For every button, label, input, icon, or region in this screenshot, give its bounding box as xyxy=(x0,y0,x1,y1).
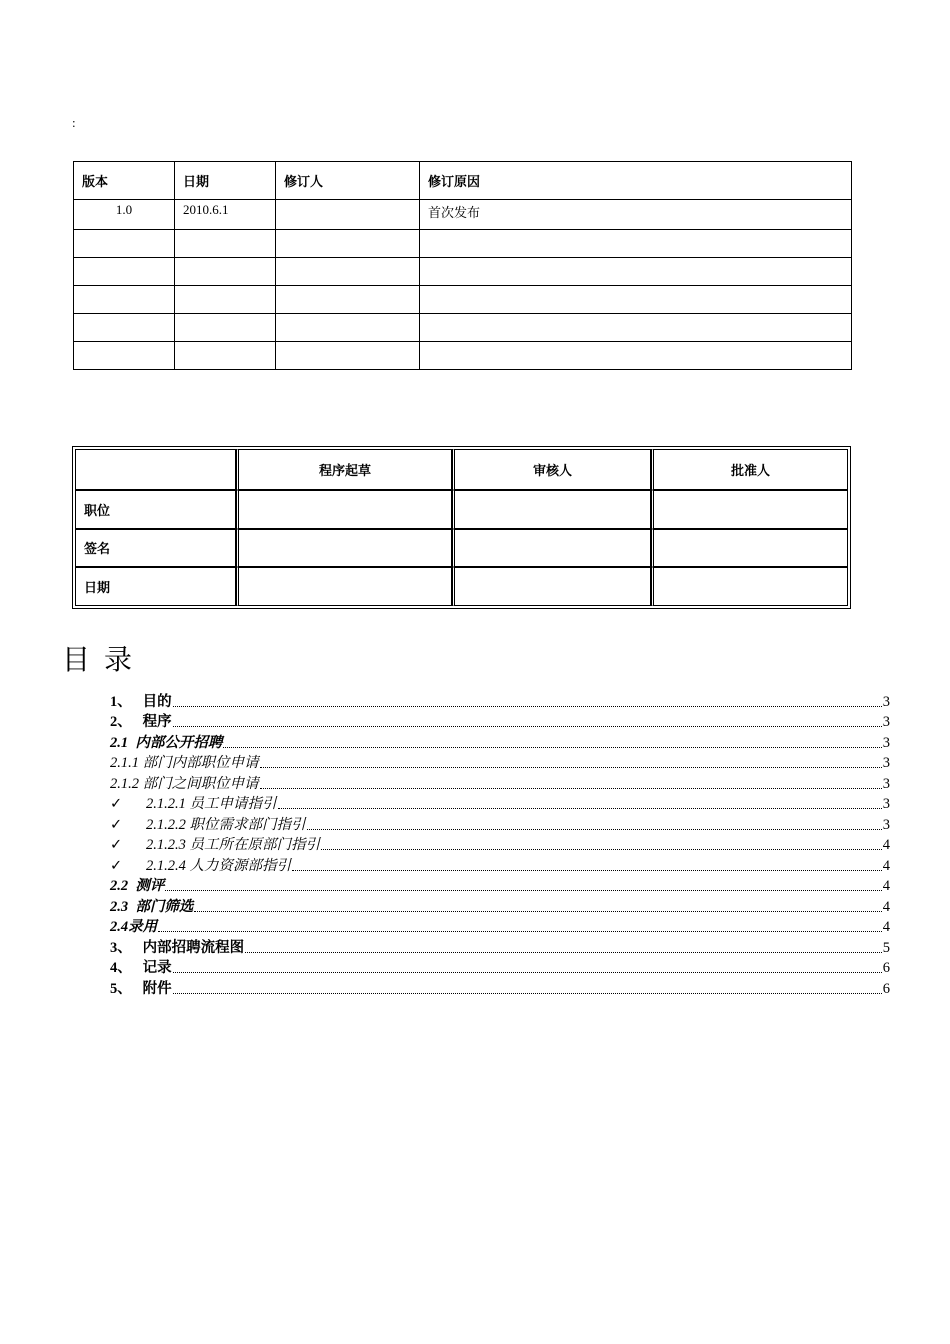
toc-leader-dots xyxy=(321,849,882,850)
approval-cell xyxy=(452,490,651,529)
toc-entry-label: 2、 程序 xyxy=(110,714,172,730)
revision-cell xyxy=(74,286,175,314)
toc-entry[interactable] xyxy=(110,752,890,773)
toc-entry-page: 3 xyxy=(882,734,890,751)
toc-leader-dots xyxy=(307,829,882,830)
approval-header-drafter: 程序起草 xyxy=(236,449,452,490)
revision-cell xyxy=(175,258,276,286)
revision-cell xyxy=(276,258,420,286)
toc-entry[interactable] xyxy=(110,916,890,937)
toc-entry-page: 6 xyxy=(882,960,890,976)
table-row xyxy=(75,529,848,568)
revision-header-version: 版本 xyxy=(74,162,175,200)
toc-leader-dots xyxy=(278,808,882,809)
toc-entry-label: 5、 附件 xyxy=(110,980,172,997)
toc-entry-page: 3 xyxy=(882,775,890,792)
toc-leader-dots xyxy=(165,890,881,891)
revision-cell: 1.0 xyxy=(74,200,175,230)
toc-entry-label: 4、 记录 xyxy=(110,960,172,976)
revision-cell xyxy=(175,314,276,342)
toc-entry-label: 1、 目的 xyxy=(110,693,172,710)
revision-cell xyxy=(276,286,420,314)
header-colon: : xyxy=(72,115,76,130)
toc-entry-label: 3、 内部招聘流程图 xyxy=(110,939,245,956)
toc-leader-dots xyxy=(173,972,882,973)
checkmark-icon: ✓ xyxy=(110,796,123,812)
toc-entry-page: 4 xyxy=(882,837,890,853)
toc-entry-page: 4 xyxy=(882,919,890,935)
toc-entry-page: 3 xyxy=(882,816,890,833)
toc-leader-dots xyxy=(173,726,882,727)
revision-header-reason: 修订原因 xyxy=(420,162,852,200)
toc-entry-label: 2.1.2.1 员工申请指引 xyxy=(146,796,277,812)
approval-cell xyxy=(236,529,452,568)
revision-cell xyxy=(420,258,852,286)
approval-cell xyxy=(651,529,848,568)
toc-title: 目录 xyxy=(62,643,147,676)
approval-table-frame xyxy=(72,446,851,609)
toc-entry-page: 5 xyxy=(882,939,890,956)
table-row xyxy=(75,567,848,606)
checkmark-icon: ✓ xyxy=(110,837,123,853)
table-row xyxy=(74,200,852,230)
toc-entry-page: 3 xyxy=(882,755,890,771)
toc-entry[interactable] xyxy=(110,875,890,896)
toc-entry-label: 2.1.2 部门之间职位申请 xyxy=(110,775,259,792)
toc-entry[interactable] xyxy=(110,711,890,732)
toc-leader-dots xyxy=(173,993,882,994)
toc-leader-dots xyxy=(260,767,882,768)
toc-entry[interactable] xyxy=(110,690,890,711)
approval-cell xyxy=(452,529,651,568)
toc-entry-label: 2.2 测评 xyxy=(110,878,165,894)
revision-header-reviser: 修订人 xyxy=(276,162,420,200)
approval-cell xyxy=(236,490,452,529)
toc-entry-label: 2.3 部门筛选 xyxy=(110,898,194,915)
revision-cell xyxy=(74,342,175,370)
toc-entry-page: 4 xyxy=(882,898,890,915)
table-row xyxy=(74,342,852,370)
toc-leader-dots xyxy=(194,911,881,912)
approval-cell xyxy=(651,567,848,606)
approval-cell xyxy=(236,567,452,606)
approval-row-label-position: 职位 xyxy=(75,490,236,529)
revision-cell xyxy=(74,258,175,286)
toc-entry[interactable] xyxy=(110,772,890,793)
revision-cell xyxy=(276,342,420,370)
toc-entry[interactable] xyxy=(110,957,890,978)
approval-header-row xyxy=(75,449,848,490)
toc-entry[interactable] xyxy=(110,793,890,814)
revision-cell xyxy=(276,230,420,258)
table-row xyxy=(75,490,848,529)
toc-entry[interactable] xyxy=(110,936,890,957)
toc-entry[interactable] xyxy=(110,834,890,855)
revision-header-row xyxy=(74,162,852,200)
toc-entry-label: 2.1.1 部门内部职位申请 xyxy=(110,755,259,771)
toc-entry[interactable] xyxy=(110,895,890,916)
toc-leader-dots xyxy=(223,747,881,748)
toc-entry[interactable] xyxy=(110,731,890,752)
toc-entry-page: 3 xyxy=(882,796,890,812)
approval-header-approver: 批准人 xyxy=(651,449,848,490)
toc-entry-page: 3 xyxy=(882,693,890,710)
toc-leader-dots xyxy=(245,952,882,953)
toc-entry-label: 2.1.2.2 职位需求部门指引 xyxy=(146,816,306,833)
approval-cell xyxy=(651,490,848,529)
toc-entry-page: 6 xyxy=(882,980,890,997)
revision-cell xyxy=(420,342,852,370)
toc-leader-dots xyxy=(158,931,882,932)
approval-table xyxy=(75,449,848,606)
toc-leader-dots xyxy=(260,788,882,789)
toc-entry-label: 2.1.2.4 人力资源部指引 xyxy=(146,857,291,874)
revision-header-date: 日期 xyxy=(175,162,276,200)
revision-cell xyxy=(420,286,852,314)
revision-cell xyxy=(276,314,420,342)
revision-cell xyxy=(74,230,175,258)
toc-entry-label: 2.1.2.3 员工所在原部门指引 xyxy=(146,837,320,853)
toc-entry-page: 4 xyxy=(882,857,890,874)
table-row xyxy=(74,314,852,342)
approval-row-label-date: 日期 xyxy=(75,567,236,606)
toc-leader-dots xyxy=(173,706,882,707)
checkmark-icon: ✓ xyxy=(110,857,123,874)
toc-entry-page: 4 xyxy=(882,878,890,894)
toc-entry[interactable] xyxy=(110,813,890,834)
approval-cell xyxy=(452,567,651,606)
revision-cell: 2010.6.1 xyxy=(175,200,276,230)
revision-cell xyxy=(74,314,175,342)
table-of-contents xyxy=(110,690,890,998)
table-row xyxy=(74,230,852,258)
revision-cell xyxy=(175,342,276,370)
approval-row-label-signature: 签名 xyxy=(75,529,236,568)
approval-header-reviewer: 审核人 xyxy=(452,449,651,490)
toc-entry-label: 2.1 内部公开招聘 xyxy=(110,734,223,751)
revision-table xyxy=(73,161,852,370)
toc-entry-label: 2.4录用 xyxy=(110,919,158,935)
revision-cell xyxy=(175,286,276,314)
approval-header-blank xyxy=(75,449,236,490)
toc-leader-dots xyxy=(292,870,882,871)
revision-cell xyxy=(175,230,276,258)
revision-cell: 首次发布 xyxy=(420,200,852,230)
checkmark-icon: ✓ xyxy=(110,816,123,833)
table-row xyxy=(74,286,852,314)
revision-cell xyxy=(276,200,420,230)
table-row xyxy=(74,258,852,286)
revision-cell xyxy=(420,230,852,258)
revision-cell xyxy=(420,314,852,342)
toc-entry[interactable] xyxy=(110,977,890,998)
toc-entry-page: 3 xyxy=(882,714,890,730)
toc-entry[interactable] xyxy=(110,854,890,875)
